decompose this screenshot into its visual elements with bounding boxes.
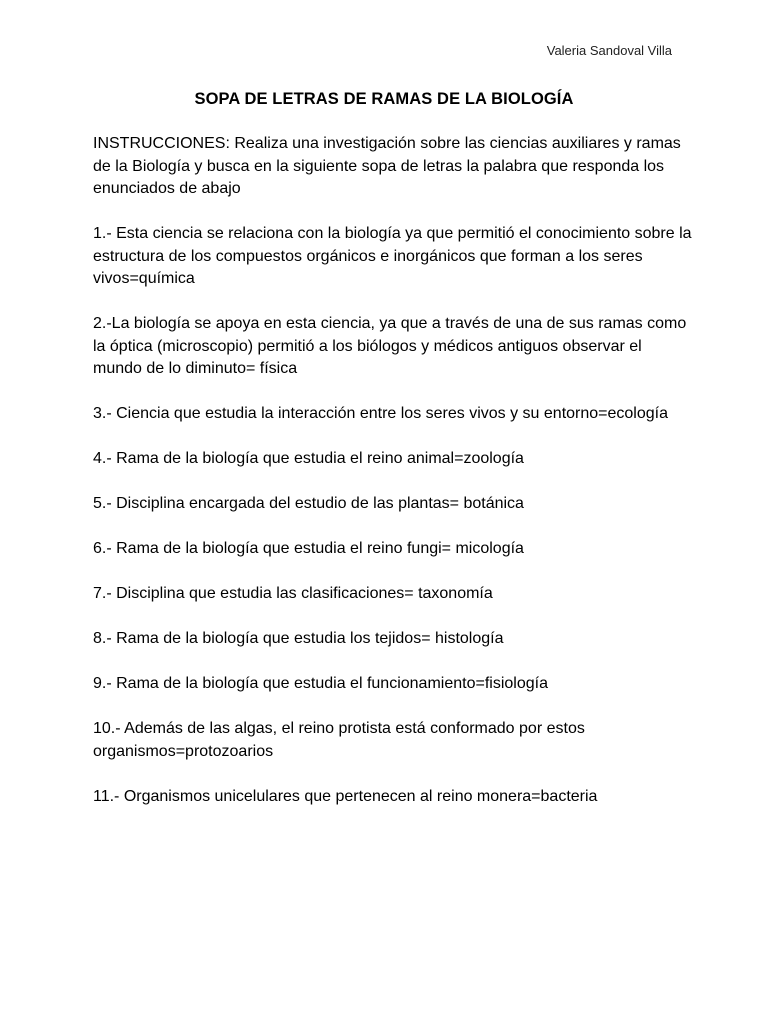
question-number: 10.-: [93, 720, 121, 737]
question-item: [93, 403, 693, 426]
question-item: [93, 493, 693, 516]
author-name: Valeria Sandoval Villa: [546, 43, 672, 58]
question-number: 2.-: [93, 315, 112, 332]
question-number: 11.-: [93, 787, 120, 805]
instructions-paragraph: [93, 133, 693, 201]
question-number: 6.-: [93, 540, 112, 557]
question-answer: bacteria: [540, 787, 598, 805]
question-item: [93, 448, 693, 471]
question-text: Rama de la biología que estudia los tejidos=: [111, 630, 435, 647]
document-body: [93, 133, 693, 831]
question-text: Disciplina que estudia las clasificaciones=: [111, 585, 419, 602]
question-text: Rama de la biología que estudia el funcionamiento=: [111, 675, 485, 692]
question-text: Esta ciencia se relaciona con la biología ya que permitió el conocimiento sobre la estructura de los compuestos orgánicos e inorgánicos que forman a los seres vivos=: [93, 225, 692, 287]
question-answer: taxonomía: [418, 585, 493, 602]
question-item: [93, 786, 693, 809]
question-item: [93, 223, 693, 291]
question-number: 7.-: [93, 585, 112, 602]
question-text: La biología se apoya en esta ciencia, ya que a través de una de sus ramas como la óptica (microscopio) permitió a los biólogos y médicos antiguos observar el mundo de lo diminuto=: [93, 315, 687, 377]
question-item: [93, 628, 693, 651]
question-item: [93, 673, 693, 696]
question-number: 5.-: [93, 495, 112, 512]
question-text: Organismos unicelulares que pertenecen al reino monera=: [119, 787, 541, 805]
question-number: 4.-: [93, 450, 112, 467]
question-item: [93, 718, 693, 763]
question-answer: química: [138, 270, 195, 287]
question-text: Rama de la biología que estudia el reino fungi=: [111, 540, 456, 557]
question-item: [93, 583, 693, 606]
question-text: Ciencia que estudia la interacción entre los seres vivos y su entorno=: [111, 405, 608, 422]
question-answer: fisiología: [484, 675, 548, 692]
question-item: [93, 538, 693, 561]
question-answer: ecología: [607, 405, 668, 422]
instructions-label: INSTRUCCIONES:: [93, 135, 230, 152]
question-answer: botánica: [463, 495, 524, 512]
question-number: 3.-: [93, 405, 112, 422]
question-item: [93, 313, 693, 381]
question-number: 9.-: [93, 675, 112, 692]
instructions-text: Realiza una investigación sobre las ciencias auxiliares y ramas de la Biología y busca en la siguiente sopa de letras la palabra que responda los enunciados de abajo: [93, 135, 681, 197]
question-answer: histología: [435, 630, 504, 647]
question-number: 8.-: [93, 630, 112, 647]
question-text: Rama de la biología que estudia el reino animal=: [111, 450, 464, 467]
question-answer: micología: [455, 540, 524, 557]
question-answer: protozoarios: [185, 742, 274, 760]
question-number: 1.-: [93, 225, 112, 242]
document-title: SOPA DE LETRAS DE RAMAS DE LA BIOLOGÍA: [194, 90, 574, 108]
question-text: Además de las algas, el reino protista está conformado por estos organismos=: [93, 720, 585, 760]
question-answer: física: [259, 360, 298, 377]
question-text: Disciplina encargada del estudio de las plantas=: [111, 495, 464, 512]
question-answer: zoología: [463, 450, 524, 467]
